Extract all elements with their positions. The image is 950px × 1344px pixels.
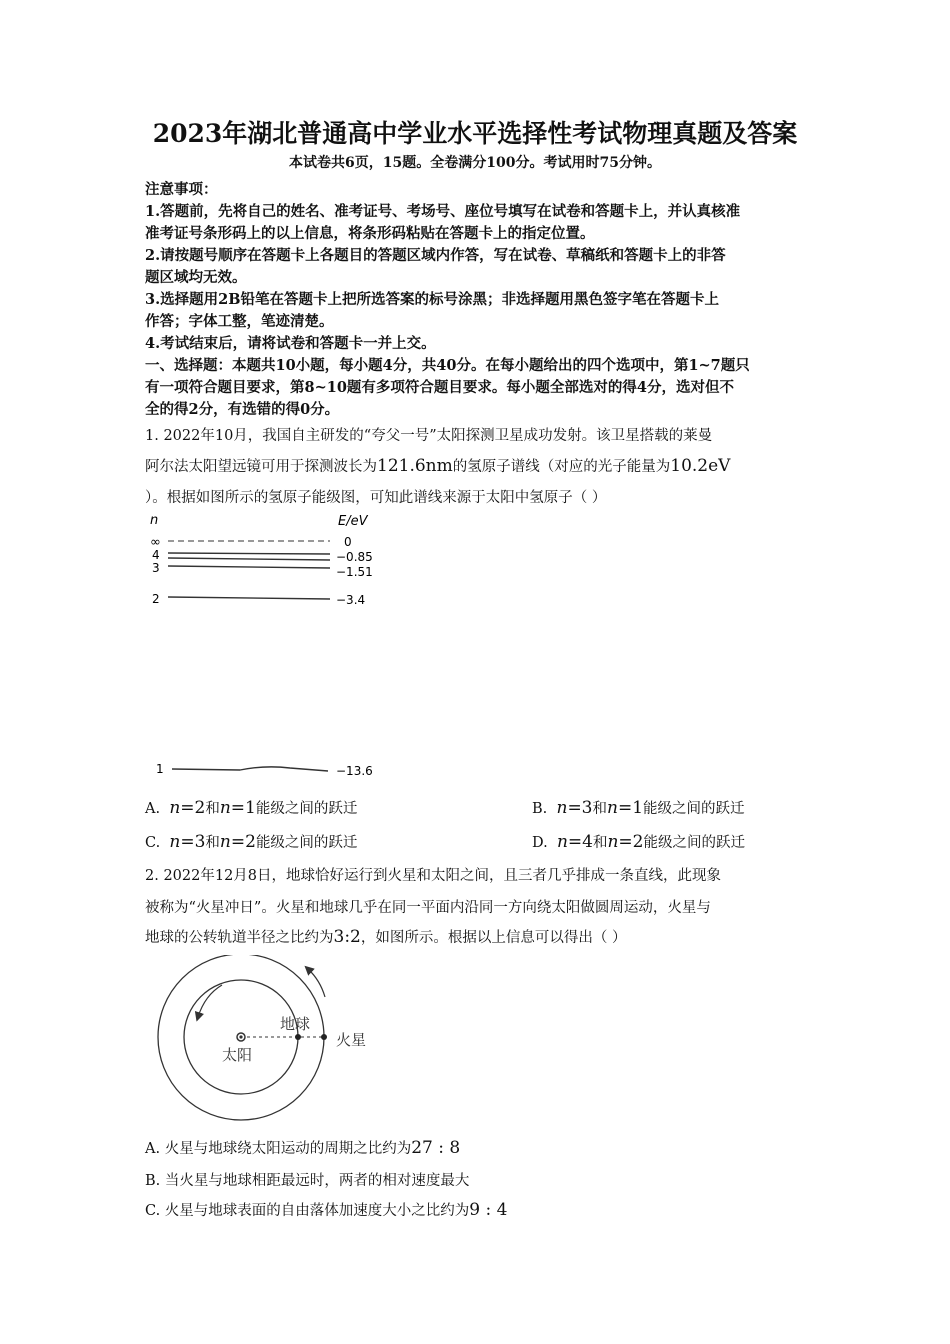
option-ratio: 27 : 8 <box>411 1138 461 1158</box>
level-line-4 <box>168 553 330 554</box>
option-n-symbol: n <box>169 832 181 852</box>
level-n-2: 2 <box>152 592 160 606</box>
page-title: 2023年湖北普通高中学业水平选择性考试物理真题及答案 <box>152 119 798 148</box>
option-value: =3 <box>567 798 593 818</box>
level-line-1 <box>172 767 328 771</box>
q1-wavelength: 121.6nm <box>377 456 453 476</box>
q2-option-a <box>145 1137 460 1158</box>
level-e-3: −1.51 <box>336 565 373 579</box>
level-n-1: 1 <box>156 762 164 776</box>
option-ratio: 9 : 4 <box>469 1200 508 1220</box>
q2-option-c <box>145 1199 507 1220</box>
exam-info: 本试卷共6页，15题。全卷满分100分。考试用时75分钟。 <box>289 155 661 171</box>
option-text: C. 火星与地球表面的自由落体加速度大小之比约为 <box>145 1203 470 1219</box>
option-tail: 能级之间的跃迁 <box>643 801 745 817</box>
option-n-symbol: n <box>556 798 568 818</box>
earth-marker <box>295 1034 301 1040</box>
q2-line-1: 2. 2022年12月8日，地球恰好运行到火星和太阳之间，且三者几乎排成一条直线，此现象 <box>145 868 722 884</box>
note-line-3: 2.请按题号顺序在答题卡上各题目的答题区域内作答，写在试卷、草稿纸和答题卡上的非答 <box>145 247 726 264</box>
q1-line-1: 1. 2022年10月，我国自主研发的“夸父一号”太阳探测卫星成功发射。该卫星搭载的莱曼 <box>145 428 713 444</box>
q2-line-3 <box>145 926 626 947</box>
option-tail: 能级之间的跃迁 <box>255 801 358 817</box>
mars-label: 火星 <box>336 1031 367 1049</box>
note-line-4: 题区域均无效。 <box>145 269 247 286</box>
q2-radius-ratio: 3:2 <box>333 927 361 947</box>
option-letter: A. <box>145 801 161 817</box>
option-value: =2 <box>180 798 206 818</box>
option-letter: D. <box>532 835 548 851</box>
note-line-6: 作答；字体工整，笔迹清楚。 <box>145 313 334 330</box>
section-heading-line-2: 有一项符合题目要求，第8~10题有多项符合题目要求。每小题全部选对的得4分，选对但不 <box>145 379 735 396</box>
level-e-infinity: 0 <box>344 535 352 549</box>
note-line-7: 4.考试结束后，请将试卷和答题卡一并上交。 <box>145 335 436 352</box>
mars-marker <box>321 1034 327 1040</box>
option-value: =4 <box>567 832 593 852</box>
level-n-infinity: ∞ <box>150 535 161 550</box>
sun-marker-core <box>239 1035 242 1038</box>
option-value: =2 <box>618 832 644 852</box>
q1-line-2-part-a: 阿尔法太阳望远镜可用于探测波长为 <box>145 459 377 475</box>
option-value: =3 <box>180 832 206 852</box>
q1-option-c <box>145 831 357 852</box>
option-n-symbol: n <box>219 832 231 852</box>
earth-label: 地球 <box>280 1015 311 1033</box>
option-tail: 能级之间的跃迁 <box>255 835 358 851</box>
level-e-1: −13.6 <box>336 764 373 778</box>
diagram-n-label: n <box>150 513 159 528</box>
section-heading-line-3: 全的得2分，有选错的得0分。 <box>145 401 340 418</box>
q2-option-b: B. 当火星与地球相距最远时，两者的相对速度最大 <box>145 1173 470 1189</box>
note-line-1: 1.答题前，先将自己的姓名、准考证号、考场号、座位号填写在试卷和答题卡上，并认真核准 <box>145 203 741 220</box>
notes-heading: 注意事项： <box>145 181 218 198</box>
q2-line-3-part-b: ，如图所示。根据以上信息可以得出（ ） <box>360 930 627 946</box>
level-n-4: 4 <box>152 548 160 562</box>
option-value: =1 <box>617 798 644 818</box>
option-letter: B. <box>532 801 548 817</box>
level-line-3-upper <box>168 558 330 560</box>
q1-option-b <box>532 797 745 818</box>
option-connector: 和 <box>205 835 220 851</box>
option-text: A. 火星与地球绕太阳运动的周期之比约为 <box>145 1141 412 1157</box>
option-n-symbol: n <box>219 798 231 818</box>
option-tail: 能级之间的跃迁 <box>643 835 745 851</box>
option-n-symbol: n <box>556 832 568 852</box>
orbit-diagram <box>150 955 390 1125</box>
option-connector: 和 <box>592 835 608 851</box>
option-connector: 和 <box>205 801 220 817</box>
sun-label: 太阳 <box>222 1046 253 1064</box>
diagram-energy-label: E/eV <box>338 514 368 529</box>
q1-option-d <box>532 831 745 852</box>
q1-line-2-part-b: 的氢原子谱线（对应的光子能量为 <box>452 459 671 475</box>
q1-line-2 <box>145 455 730 476</box>
note-line-5: 3.选择题用2B铅笔在答题卡上把所选答案的标号涂黑；非选择题用黑色签字笔在答题卡上 <box>145 291 719 308</box>
level-n-3: 3 <box>152 561 160 575</box>
q2-line-3-part-a: 地球的公转轨道半径之比约为 <box>145 930 334 946</box>
hydrogen-energy-level-diagram <box>140 508 400 788</box>
option-connector: 和 <box>592 801 607 817</box>
q1-line-3: ）。根据如图所示的氢原子能级图，可知此谱线来源于太阳中氢原子（ ） <box>145 490 607 506</box>
level-e-2: −3.4 <box>336 593 366 607</box>
option-n-symbol: n <box>607 832 619 852</box>
level-line-2 <box>168 597 330 599</box>
level-e-4: −0.85 <box>336 550 373 564</box>
level-line-3 <box>168 566 330 568</box>
q1-option-a <box>145 797 357 818</box>
option-letter: C. <box>145 835 161 851</box>
q2-line-2: 被称为“火星冲日”。火星和地球几乎在同一平面内沿同一方向绕太阳做圆周运动，火星与 <box>145 900 711 916</box>
section-heading-line-1: 一、选择题：本题共10小题，每小题4分，共40分。在每小题给出的四个选项中，第1~7题只 <box>145 357 750 374</box>
option-value: =1 <box>230 798 256 818</box>
option-value: =2 <box>230 832 256 852</box>
option-n-symbol: n <box>169 798 181 818</box>
option-n-symbol: n <box>607 798 618 818</box>
q1-energy: 10.2eV <box>670 456 731 476</box>
note-line-2: 准考证号条形码上的以上信息，将条形码粘贴在答题卡上的指定位置。 <box>145 225 595 242</box>
